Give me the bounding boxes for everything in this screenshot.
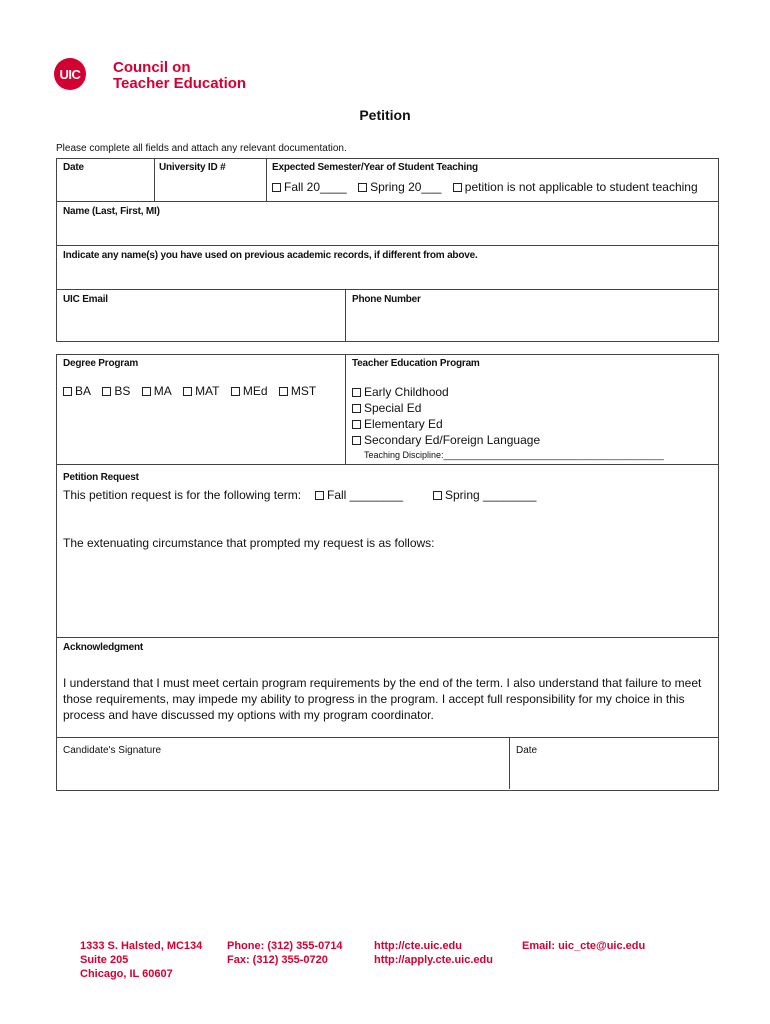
org-line-1: Council on: [113, 59, 191, 76]
checkbox-icon: [63, 387, 72, 396]
signature-date-field[interactable]: Date: [516, 745, 538, 756]
divider: [266, 158, 267, 201]
semester-options: [272, 180, 706, 194]
footer-email[interactable]: Email: uic_cte@uic.edu: [522, 940, 646, 952]
option-label: MST: [290, 384, 317, 398]
degree-med-checkbox[interactable]: [231, 384, 268, 398]
divider: [509, 737, 510, 789]
fall-checkbox[interactable]: [272, 180, 347, 194]
term-fall-checkbox[interactable]: [315, 488, 403, 502]
option-label: Elementary Ed: [364, 417, 443, 431]
uic-email-field[interactable]: UIC Email: [63, 294, 108, 305]
divider: [56, 245, 718, 246]
org-name: [113, 60, 246, 92]
option-label: Special Ed: [364, 401, 422, 415]
divider: [154, 158, 155, 201]
checkbox-icon: [183, 387, 192, 396]
option-label: Secondary Ed/Foreign Language: [364, 433, 541, 447]
degree-options: [63, 384, 324, 398]
divider: [345, 354, 346, 464]
divider: [56, 289, 718, 290]
teacher-education-options: [352, 384, 540, 448]
special-ed-checkbox[interactable]: [352, 400, 540, 416]
footer-web: [374, 939, 493, 967]
term-spring-checkbox[interactable]: [433, 488, 536, 502]
phone-field[interactable]: Phone Number: [352, 294, 421, 305]
signature-field[interactable]: Candidate's Signature: [63, 745, 162, 756]
circumstance-field[interactable]: The extenuating circumstance that prompted my request is as follows:: [63, 536, 435, 550]
divider: [345, 289, 346, 341]
degree-mst-checkbox[interactable]: [279, 384, 316, 398]
checkbox-icon: [272, 183, 281, 192]
term-text: This petition request is for the following term:: [63, 488, 302, 502]
divider: [56, 464, 718, 465]
checkbox-icon: [352, 404, 361, 413]
acknowledgment-text: I understand that I must meet certain program requirements by the end of the term. I also understand that failure to meet those requirements, may impede my ability to progress in the program. I accept full responsibility for my choice in this process and have discussed my options with my program coordinator.: [63, 676, 702, 722]
option-label: BA: [75, 384, 92, 398]
divider: [56, 201, 718, 202]
checkbox-icon: [352, 388, 361, 397]
semester-label: Expected Semester/Year of Student Teaching: [272, 162, 478, 173]
logo-text: UIC: [59, 66, 81, 82]
teaching-discipline-field[interactable]: Teaching Discipline:____________________________________________: [364, 450, 664, 460]
option-label: Fall 20____: [284, 180, 347, 194]
checkbox-icon: [279, 387, 288, 396]
option-label: Spring 20___: [370, 180, 442, 194]
option-label: petition is not applicable to student teaching: [464, 180, 698, 194]
fax-line: Fax: (312) 355-0720: [227, 954, 328, 966]
checkbox-icon: [352, 436, 361, 445]
address-line: Chicago, IL 60607: [80, 968, 173, 980]
early-childhood-checkbox[interactable]: [352, 384, 540, 400]
degree-mat-checkbox[interactable]: [183, 384, 219, 398]
option-label: MAT: [195, 384, 220, 398]
divider: [56, 637, 718, 638]
teacher-education-label: Teacher Education Program: [352, 358, 480, 369]
checkbox-icon: [433, 491, 442, 500]
checkbox-icon: [352, 420, 361, 429]
elementary-ed-checkbox[interactable]: [352, 416, 540, 432]
checkbox-icon: [142, 387, 151, 396]
option-label: BS: [114, 384, 131, 398]
page-title: Petition: [359, 107, 411, 123]
checkbox-icon: [358, 183, 367, 192]
degree-program-label: Degree Program: [63, 358, 139, 369]
name-field[interactable]: Name (Last, First, MI): [63, 206, 160, 217]
option-label: MA: [153, 384, 172, 398]
date-field[interactable]: Date: [63, 162, 84, 173]
address-line: 1333 S. Halsted, MC134: [80, 940, 203, 952]
option-label: Spring ________: [445, 488, 537, 502]
acknowledgment-label: Acknowledgment: [63, 642, 143, 653]
checkbox-icon: [102, 387, 111, 396]
checkbox-icon: [453, 183, 462, 192]
footer-address: [80, 939, 202, 981]
previous-names-field[interactable]: Indicate any name(s) you have used on previous academic records, if different from above.: [63, 250, 478, 261]
degree-ma-checkbox[interactable]: [142, 384, 172, 398]
checkbox-icon: [315, 491, 324, 500]
apply-website-link[interactable]: http://apply.cte.uic.edu: [374, 954, 493, 966]
not-applicable-checkbox[interactable]: [453, 180, 698, 194]
phone-line: Phone: (312) 355-0714: [227, 940, 343, 952]
checkbox-icon: [231, 387, 240, 396]
address-line: Suite 205: [80, 954, 129, 966]
secondary-ed-checkbox[interactable]: [352, 432, 540, 448]
uic-logo: [54, 58, 86, 90]
university-id-field[interactable]: University ID #: [159, 162, 226, 173]
org-line-2: Teacher Education: [113, 75, 247, 92]
degree-ba-checkbox[interactable]: [63, 384, 91, 398]
footer-phone: [227, 939, 343, 967]
divider: [56, 737, 718, 738]
option-label: Early Childhood: [364, 385, 449, 399]
degree-bs-checkbox[interactable]: [102, 384, 130, 398]
website-link[interactable]: http://cte.uic.edu: [374, 940, 462, 952]
option-label: MEd: [242, 384, 268, 398]
spring-checkbox[interactable]: [358, 180, 441, 194]
instructions: Please complete all fields and attach any relevant documentation.: [56, 143, 347, 154]
petition-request-label: Petition Request: [63, 472, 139, 483]
option-label: Fall ________: [327, 488, 404, 502]
